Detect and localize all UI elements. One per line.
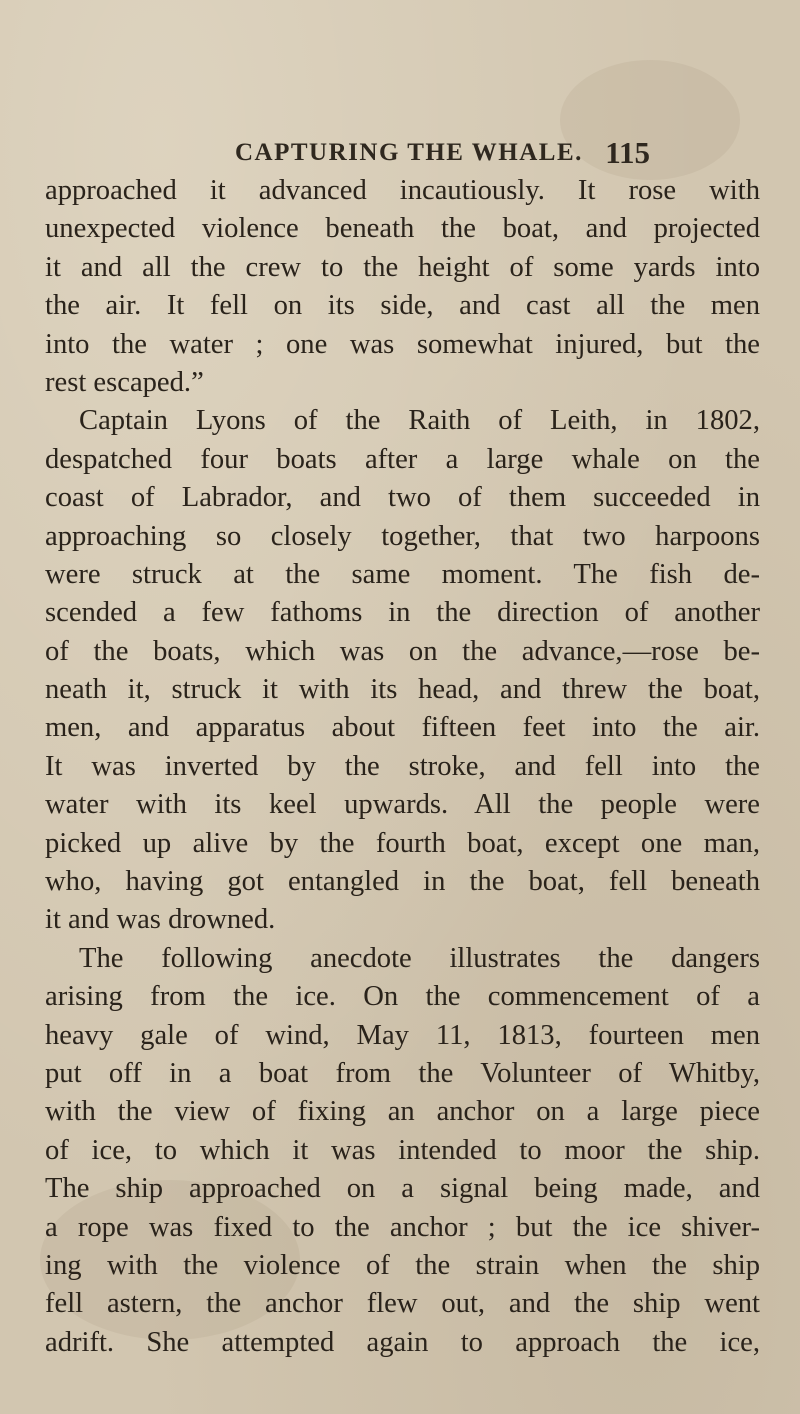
text-line: ing with the violence of the strain when the ship bbox=[45, 1249, 760, 1281]
text-line: it and was drowned. bbox=[45, 904, 276, 936]
text-line: neath it, struck it with its head, and threw the boat, bbox=[45, 674, 760, 706]
text-line: were struck at the same moment. The fish de- bbox=[45, 558, 760, 590]
text-line: picked up alive by the fourth boat, except one man, bbox=[45, 827, 760, 859]
text-line: into the water ; one was somewhat injured, but the bbox=[45, 328, 760, 360]
body-text bbox=[45, 172, 760, 1362]
text-line: It was inverted by the stroke, and fell into the bbox=[45, 750, 760, 782]
paragraph-start-line: Captain Lyons of the Raith of Leith, in 1802, bbox=[79, 405, 760, 437]
paragraph-start-line: The following anecdote illustrates the dangers bbox=[79, 942, 760, 974]
text-line: unexpected violence beneath the boat, and projected bbox=[45, 213, 760, 245]
text-line: approached it advanced incautiously. It rose with bbox=[45, 175, 760, 206]
text-line: approaching so closely together, that two harpoons bbox=[45, 520, 760, 552]
text-line: rest escaped.” bbox=[45, 366, 204, 398]
text-line: of ice, to which it was intended to moor the ship. bbox=[45, 1134, 760, 1166]
text-line: who, having got entangled in the boat, fell beneath bbox=[45, 866, 760, 898]
text-line: a rope was fixed to the anchor ; but the ice shiver- bbox=[45, 1211, 760, 1243]
text-line: men, and apparatus about fifteen feet into the air. bbox=[45, 712, 760, 744]
text-line: arising from the ice. On the commencement of a bbox=[45, 981, 760, 1013]
text-line: despatched four boats after a large whale on the bbox=[45, 443, 760, 475]
text-line: scended a few fathoms in the direction of another bbox=[45, 597, 760, 629]
text-line: heavy gale of wind, May 11, 1813, fourteen men bbox=[45, 1019, 760, 1051]
text-line: the air. It fell on its side, and cast all the men bbox=[45, 290, 760, 322]
text-line: put off in a boat from the Volunteer of Whitby, bbox=[45, 1057, 760, 1089]
text-line: with the view of fixing an anchor on a large piece bbox=[45, 1096, 760, 1128]
text-line: it and all the crew to the height of some yards into bbox=[45, 251, 760, 283]
running-head bbox=[175, 128, 650, 178]
text-line: coast of Labrador, and two of them succeeded in bbox=[45, 482, 760, 514]
running-title: CAPTURING THE WHALE. bbox=[235, 139, 583, 166]
text-line: of the boats, which was on the advance,—rose be- bbox=[45, 635, 760, 667]
text-line: adrift. She attempted again to approach the ice, bbox=[45, 1326, 760, 1358]
text-line: The ship approached on a signal being made, and bbox=[45, 1173, 760, 1205]
text-line: water with its keel upwards. All the people were bbox=[45, 789, 760, 821]
text-line: fell astern, the anchor flew out, and the ship went bbox=[45, 1288, 760, 1320]
page-number: 115 bbox=[605, 135, 650, 170]
